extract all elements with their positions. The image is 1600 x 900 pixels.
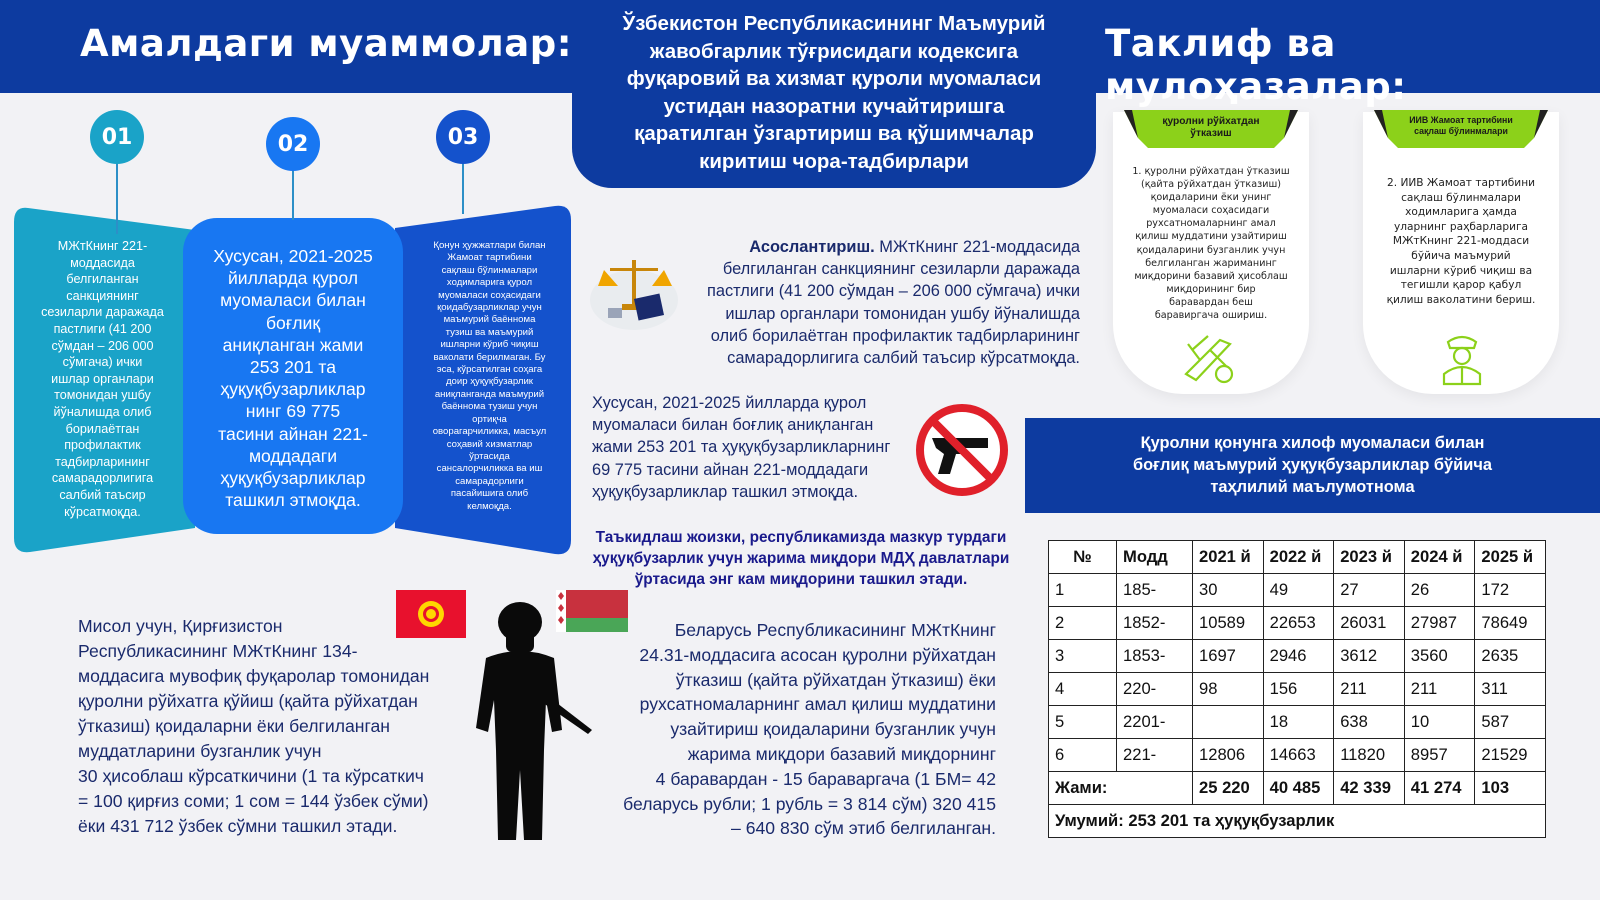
problem-text-03: Қонун ҳужжатлари билан Жамоат тартибини сақлаш бўлинмалари ходимларига қурол муомаласи соҳасидаги қоидабузарликлар учун маъмурий баённома тузиш ва маъмурий ишларни кўриб чиқиш ваколати берилмаган. Бу эса, кўрсатилган соҳага доир ҳуқуқбузарлик аниқланганда маъмурий баённома тузиш учун ортиқча оворагарчиликка, масъул соҳавий хизматлар ўртасида сансалорчиликка ва иш самарадорлиги пасайишига олиб келмоқда. xyxy=(432,240,547,512)
justification-block xyxy=(690,236,1080,369)
table-cell: 638 xyxy=(1334,706,1405,739)
proposal-text-2: 2. ИИВ Жамоат тартибини сақлаш бўлинмалари ходимларига ҳамда уларнинг раҳбарларига МЖтКнинг 221-моддаси бўйича маъмурий ишларни кўриб чиқиш ва тегишли қарор қабул қилиш ваколатини бериш. xyxy=(1386,177,1536,306)
kyrgyz-example-text: Мисол учун, Қирғизистон Республикасининг МЖтКнинг 134- моддасига мувофиқ фуқаролар томонидан қуролни рўйхатга қўйиш (қайта рўйхатдан ўтказиш) қоидаларни ёки белгиланган муддатларини бузганлик учун 30 ҳисоблаш кўрсаткичини (1 та кўрсаткич = 100 қирғиз соми; 1 сом = 144 ўзбек сўми) ёки 431 712 ўзбек сўмни ташкил этади. xyxy=(78,616,430,836)
table-row xyxy=(1049,640,1546,673)
table-cell: 10589 xyxy=(1193,607,1264,640)
column-header: Модд xyxy=(1117,541,1193,574)
justification-text: МЖтКнинг 221-моддасида белгиланган санкциянинг сезиларли даражада пастлиги (41 200 сўмдан – 206 000 сўмгача) ички ишлар органлари томонидан ушбу йўналишда олиб борилаётган профилактик тадбирларининг самарадорлигига салбий таъсир кўрсатмоқда. xyxy=(706,238,1080,368)
problem-number-02: 02 xyxy=(266,117,320,171)
problem-number-01: 01 xyxy=(90,110,144,164)
table-cell: 21529 xyxy=(1475,739,1546,772)
proposal-text-1: 1. қуролни рўйхатдан ўтказиш (қайта рўйхатдан ўтказиш) қоидаларини ёки унинг муомаласи соҳасидаги рухсатномаларнинг амал қилиш муддатини узайтириш қоидаларини бузганлик учун белгиланган жариманинг миқдорини базавий ҳисоблаш миқдорининг бир баравардан беш баравиргача ошириш. xyxy=(1132,166,1290,322)
problem-number-03: 03 xyxy=(436,110,490,164)
scales-of-justice-icon xyxy=(588,252,680,332)
statistics-text: Хусусан, 2021-2025 йилларда қурол муомаласи билан боғлиқ аниқланган жами 253 201 та ҳуқуқбузарликларнинг 69 775 тасини айнан 221-моддадаги ҳуқуқбузарликлар ташкил этмоқда. xyxy=(592,394,891,501)
table-header-row xyxy=(1049,541,1546,574)
total-cell: 41 274 xyxy=(1404,772,1475,805)
table-cell: 172 xyxy=(1475,574,1546,607)
table-cell: 4 xyxy=(1049,673,1117,706)
column-header: 2024 й xyxy=(1404,541,1475,574)
column-header: 2022 й xyxy=(1263,541,1334,574)
table-cell: 12806 xyxy=(1193,739,1264,772)
table-row xyxy=(1049,739,1546,772)
problems-title: Амалдаги муаммолар: xyxy=(80,22,573,65)
table-cell: 211 xyxy=(1404,673,1475,706)
table-cell: 11820 xyxy=(1334,739,1405,772)
table-cell: 221- xyxy=(1117,739,1193,772)
total-cell: 25 220 xyxy=(1193,772,1264,805)
table-cell: 6 xyxy=(1049,739,1117,772)
table-cell: 14663 xyxy=(1263,739,1334,772)
table-cell: 185- xyxy=(1117,574,1193,607)
column-header: 2023 й xyxy=(1334,541,1405,574)
stem-01 xyxy=(116,162,118,234)
table-cell: 1 xyxy=(1049,574,1117,607)
table-grand-total-row xyxy=(1049,805,1546,838)
table-cell: 8957 xyxy=(1404,739,1475,772)
grand-total: Умумий: 253 201 та ҳуқуқбузарлик xyxy=(1049,805,1546,838)
belarus-example-text: Беларусь Республикасининг МЖтКнинг 24.31-моддасига асосан қуролни рўйхатдан ўтказиш (қайта рўйхатдан ўтказиш) ёки рухсатномаларнинг амал қилиш муддатини узайтириш қоидаларини бузганлик учун жарима миқдори базавий миқдорнинг 4 баравардан - 15 бараваргача (1 БМ= 42 беларусь рубли; 1 рубль = 3 814 сўм) 320 415 – 640 830 сўм этиб белгиланган. xyxy=(623,620,996,839)
proposal-ribbon-1: қуролни рўйхатдан ўтказиш xyxy=(1162,116,1260,139)
table-row xyxy=(1049,706,1546,739)
table-cell: 2635 xyxy=(1475,640,1546,673)
table-cell: 220- xyxy=(1117,673,1193,706)
proposal-ribbon-2: ИИВ Жамоат тартибини сақлаш бўлинмалари xyxy=(1409,115,1513,136)
total-cell: 42 339 xyxy=(1334,772,1405,805)
proposals-title: Таклиф ва мулоҳазалар: xyxy=(1105,22,1407,108)
problem-text-02: Хусусан, 2021-2025 йилларда қурол муомаласи билан боғлиқ аниқланган жами 253 201 та ҳуқуқбузарликлар нинг 69 775 тасини айнан 221- моддадаги ҳуқуқбузарликлар ташкил этмоқда. xyxy=(213,246,373,511)
justification-label: Асослантириш. xyxy=(749,238,875,256)
center-title: Ўзбекистон Республикасининг Маъмурий жавобгарлик тўғрисидаги кодексига фуқаровий ва хизмат қуроли муомаласи устидан назоратни кучайтиришга қаратилган ўзгартириш ва қўшимчалар киритиш чора-тадбирлари xyxy=(572,0,1096,188)
table-cell: 3612 xyxy=(1334,640,1405,673)
table-cell: 3 xyxy=(1049,640,1117,673)
table-cell: 1697 xyxy=(1193,640,1264,673)
table-cell: 3560 xyxy=(1404,640,1475,673)
no-gun-icon xyxy=(914,402,1010,498)
total-cell: 103 xyxy=(1475,772,1546,805)
total-cell: 40 485 xyxy=(1263,772,1334,805)
table-cell: 2201- xyxy=(1117,706,1193,739)
stem-02 xyxy=(292,170,294,220)
statistics-table xyxy=(1048,540,1546,838)
table-cell: 2 xyxy=(1049,607,1117,640)
table-cell xyxy=(1193,706,1264,739)
table-cell: 2946 xyxy=(1263,640,1334,673)
note-text: Таъкидлаш жоизки, республикамизда мазкур турдаги ҳуқуқбузарлик учун жарима миқдори МДҲ давлатлари ўртасида энг кам миқдорини ташкил этади. xyxy=(592,529,1010,588)
table-cell: 1852- xyxy=(1117,607,1193,640)
table-cell: 26031 xyxy=(1334,607,1405,640)
weapons-icon xyxy=(1180,330,1240,386)
table-cell: 27 xyxy=(1334,574,1405,607)
table-cell: 78649 xyxy=(1475,607,1546,640)
table-cell: 1853- xyxy=(1117,640,1193,673)
table-cell: 156 xyxy=(1263,673,1334,706)
table-total-row xyxy=(1049,772,1546,805)
table-cell: 30 xyxy=(1193,574,1264,607)
table-cell: 211 xyxy=(1334,673,1405,706)
table-cell: 27987 xyxy=(1404,607,1475,640)
table-cell: 587 xyxy=(1475,706,1546,739)
table-row xyxy=(1049,673,1546,706)
stem-03 xyxy=(462,162,464,214)
soldier-silhouette-icon xyxy=(460,600,600,850)
officer-icon xyxy=(1440,330,1484,386)
table-cell: 10 xyxy=(1404,706,1475,739)
table-cell: 98 xyxy=(1193,673,1264,706)
table-cell: 5 xyxy=(1049,706,1117,739)
analysis-title: Қуролни қонунга хилоф муомаласи билан боғлиқ маъмурий ҳуқуқбузарликлар бўйича таҳлилий маълумотнома xyxy=(1025,418,1600,513)
table-cell: 49 xyxy=(1263,574,1334,607)
table-row xyxy=(1049,607,1546,640)
table-row xyxy=(1049,574,1546,607)
table-cell: 26 xyxy=(1404,574,1475,607)
total-label: Жами: xyxy=(1049,772,1193,805)
column-header: 2025 й xyxy=(1475,541,1546,574)
problem-text-01: МЖтКнинг 221- моддасида белгиланган санкциянинг сезиларли даражада пастлиги (41 200 сўмдан – 206 000 сўмгача) ички ишлар органлари томонидан ушбу йўналишда олиб борилаётган профилактик тадбирларининг самарадорлигига салбий таъсир кўрсатмоқда. xyxy=(41,239,164,519)
column-header: № xyxy=(1049,541,1117,574)
column-header: 2021 й xyxy=(1193,541,1264,574)
table-cell: 18 xyxy=(1263,706,1334,739)
table-cell: 311 xyxy=(1475,673,1546,706)
table-cell: 22653 xyxy=(1263,607,1334,640)
